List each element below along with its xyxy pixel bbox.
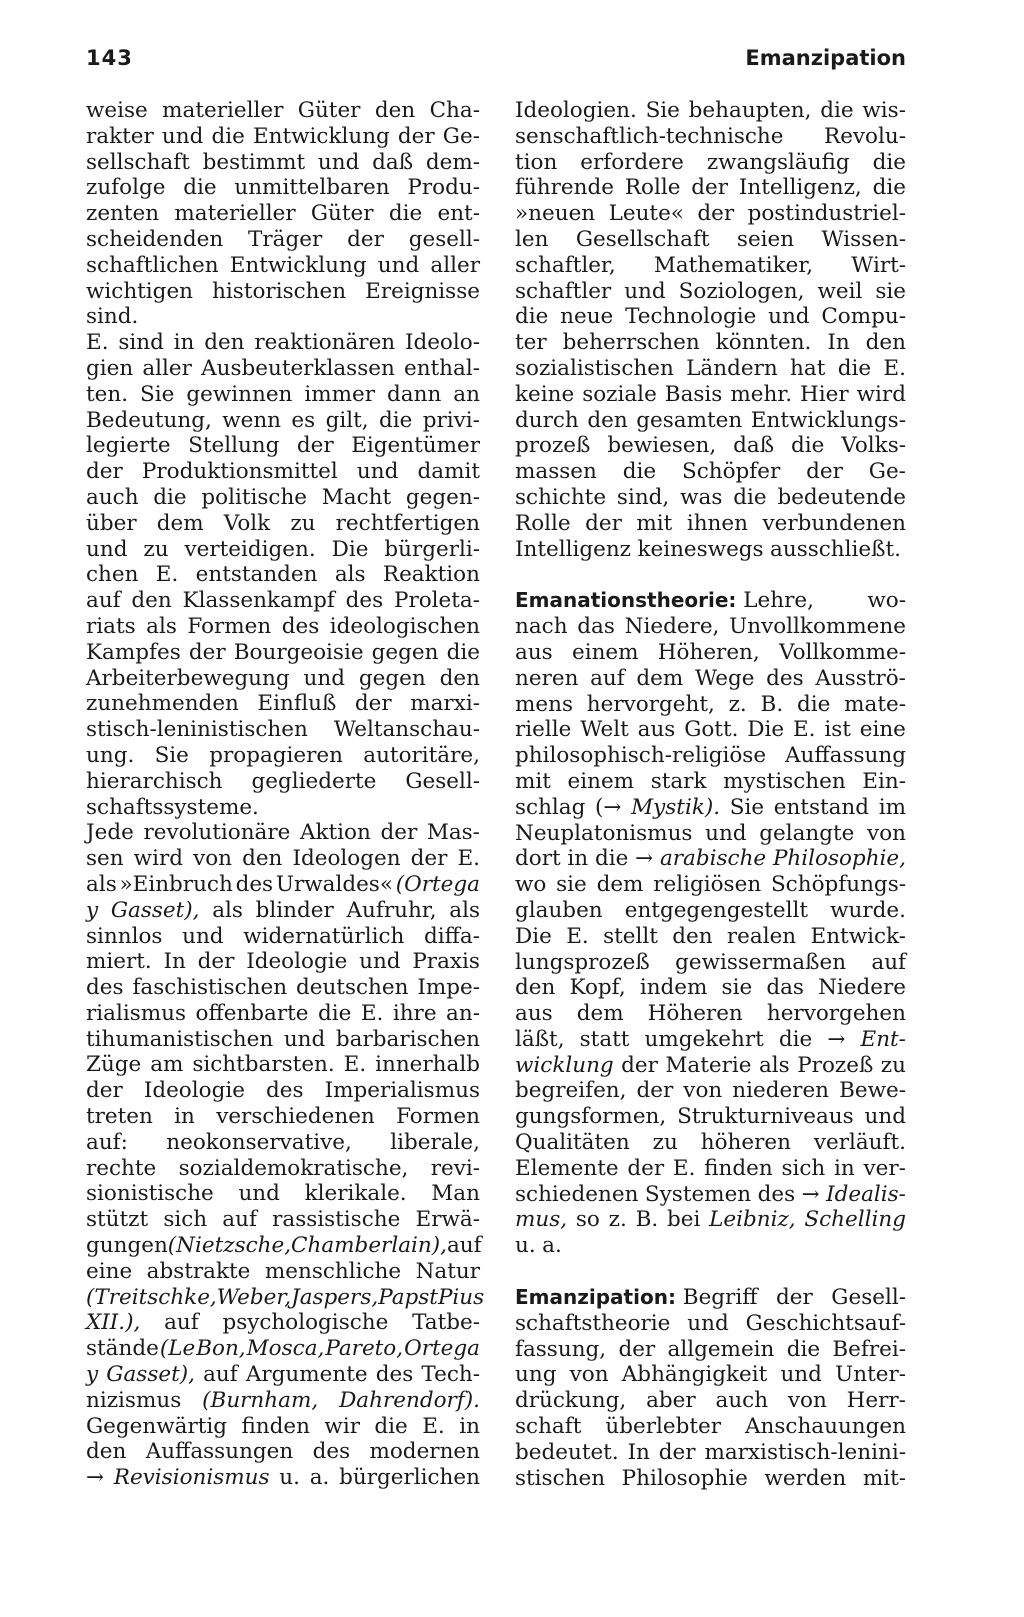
text-line: E. sind in den reaktionären Ideolo- (86, 330, 480, 356)
entry-emanzipation (515, 1285, 906, 1491)
text-line: scheidenden Träger der gesell- (86, 226, 480, 252)
text-line: keine soziale Basis mehr. Hier wird (515, 381, 906, 407)
text-line: Intelligenz keineswegs ausschließt. (515, 536, 901, 562)
text-line: Ideologien. Sie behaupten, die wis- (515, 98, 906, 123)
text-line: ung. Sie propagieren autoritäre, (86, 742, 480, 768)
text-line: schaftler, Mathematiker, Wirt- (515, 252, 906, 278)
text-line: wichtigen historischen Ereignisse (86, 278, 480, 304)
text-line: der Ideologie des Imperialismus (86, 1078, 480, 1104)
text-line: drückung, aber auch von Herr- (515, 1388, 906, 1414)
text-line: »neuen Leute« der postindustriel- (515, 201, 906, 227)
text-line: y Gasset), als blinder Aufruhr, als (86, 897, 480, 923)
text-line: begreifen, der von niederen Bewe- (515, 1078, 906, 1104)
text-line: mens hervorgeht, z. B. die mate- (515, 691, 906, 717)
text-line: ter beherrschen könnten. In den (515, 330, 906, 356)
text-line: schaftler und Soziologen, weil sie (515, 278, 906, 304)
text-line: aus dem Höheren hervorgehen (515, 1001, 906, 1027)
text-line: wicklung der Materie als Prozeß zu (515, 1052, 906, 1078)
text-line: rialismus offenbarte die E. ihre an- (86, 1000, 480, 1026)
text-line: schiedenen Systemen des → Idealis- (515, 1181, 906, 1207)
text-line: rielle Welt aus Gott. Die E. ist eine (515, 717, 906, 743)
text-line: des faschistischen deutschen Impe- (86, 975, 480, 1001)
page-number: 143 (86, 46, 133, 70)
text-line: als »Einbruch des Urwaldes« (Ortega (86, 871, 480, 897)
text-line: den Auffassungen des modernen (86, 1439, 480, 1465)
text-line: miert. In der Ideologie und Praxis (86, 949, 480, 975)
text-line: zufolge die unmittelbaren Produ- (86, 175, 480, 201)
right-column-continuation (515, 98, 906, 562)
text-line: schaftssysteme. (86, 794, 259, 820)
entry-emanzipation-body (515, 1285, 906, 1491)
text-line: sind. (86, 304, 139, 330)
text-line: Emanationstheorie: Lehre, wo- (515, 588, 906, 614)
text-line: Arbeiterbewegung und gegen den (86, 665, 480, 691)
entry-term: Emanzipation: (515, 1285, 676, 1310)
text-line: → Revisionismus u. a. bürgerlichen (86, 1465, 480, 1491)
text-line: hierarchisch gegliederte Gesell- (86, 768, 480, 794)
text-line: tihumanistischen und barbarischen (86, 1026, 480, 1052)
text-line: stände (Le Bon, Mosca, Pareto, Ortega (86, 1336, 480, 1362)
text-line: aus einem Höheren, Vollkomme- (515, 639, 906, 665)
text-line: gungen (Nietzsche, Chamberlain), auf (86, 1233, 482, 1259)
text-line: wo sie dem religiösen Schöpfungs- (515, 872, 906, 898)
text-line: legierte Stellung der Eigentümer (86, 433, 480, 459)
text-line: schaft überlebter Anschauungen (515, 1414, 906, 1440)
entry-gap (515, 1259, 906, 1285)
text-line: senschaftlich-technische Revolu- (515, 123, 906, 149)
text-line: auf den Klassenkampf des Proleta- (86, 588, 480, 614)
text-line: läßt, statt umgekehrt die → Ent- (515, 1026, 906, 1052)
text-line: Züge am sichtbarsten. E. innerhalb (86, 1052, 480, 1078)
text-line: rakter und die Entwicklung der Ge- (86, 123, 480, 149)
text-line: prozeß bewiesen, daß die Volks- (515, 433, 906, 459)
text-line: massen die Schöpfer der Ge- (515, 459, 906, 485)
text-line: Kampfes der Bourgeoisie gegen die (86, 639, 480, 665)
text-line: u. a. (515, 1233, 562, 1259)
left-column-text (86, 98, 485, 1491)
text-line: fassung, der allgemein die Befrei- (515, 1336, 906, 1362)
text-line: len Gesellschaft seien Wissen- (515, 226, 906, 252)
text-line: Jede revolutionäre Aktion der Mas- (86, 820, 480, 846)
text-line: nizismus (Burnham, Dahrendorf). (86, 1387, 480, 1413)
text-line: y Gasset), auf Argumente des Tech- (86, 1362, 480, 1388)
text-line: neren auf dem Wege des Ausströ- (515, 665, 906, 691)
text-line: ten. Sie gewinnen immer dann an (86, 381, 480, 407)
entry-term: Emanationstheorie: (515, 588, 737, 613)
text-line: Gegenwärtig finden wir die E. in (86, 1413, 480, 1439)
text-line: nach das Niedere, Unvollkommene (515, 614, 906, 640)
text-line: stischen Philosophie werden mit- (515, 1465, 906, 1491)
text-line: führende Rolle der Intelligenz, die (515, 175, 906, 201)
entry-gap (515, 562, 906, 588)
text-line: sozialistischen Ländern hat die E. (515, 355, 906, 381)
entry-emanationstheorie-body (515, 588, 906, 1259)
text-line: lungsprozeß gewissermaßen auf (515, 949, 906, 975)
text-line: dort in die → arabische Philosophie, (515, 846, 906, 872)
text-line: chen E. entstanden als Reaktion (86, 562, 480, 588)
text-line: schaftstheorie und Geschichtsauf- (515, 1310, 906, 1336)
text-line: XII.), auf psychologische Tatbe- (86, 1310, 480, 1336)
text-line: ung von Abhängigkeit und Unter- (515, 1362, 906, 1388)
text-line: glauben entgegengestellt wurde. (515, 897, 906, 923)
left-column (86, 98, 485, 1491)
right-column (515, 98, 906, 1491)
text-line: über dem Volk zu rechtfertigen (86, 510, 480, 536)
text-line: stützt sich auf rassistische Erwä- (86, 1207, 480, 1233)
text-line: eine abstrakte menschliche Natur (86, 1258, 480, 1284)
text-line: zunehmenden Einfluß der marxi- (86, 691, 480, 717)
text-line: tion erfordere zwangsläufig die (515, 149, 906, 175)
entry-emanationstheorie (515, 588, 906, 1259)
text-line: treten in verschiedenen Formen (86, 1104, 480, 1130)
text-line: riats als Formen des ideologischen (86, 613, 480, 639)
text-line: auf: neokonservative, liberale, (86, 1129, 480, 1155)
text-line: Elemente der E. finden sich in ver- (515, 1155, 906, 1181)
text-line: Die E. stellt den realen Entwick- (515, 923, 906, 949)
text-line: der Produktionsmittel und damit (86, 459, 480, 485)
text-line: auch die politische Macht gegen- (86, 484, 480, 510)
text-line: Rolle der mit ihnen verbundenen (515, 510, 906, 536)
text-line: schlag (→ Mystik). Sie entstand im (515, 794, 906, 820)
text-line: mit einem stark mystischen Ein- (515, 768, 906, 794)
text-line: schichte sind, was die bedeutende (515, 484, 906, 510)
text-line: Emanzipation: Begriff der Gesell- (515, 1285, 906, 1311)
text-line: rechte sozialdemokratische, revi- (86, 1155, 480, 1181)
text-line: sellschaft bestimmt und daß dem- (86, 149, 480, 175)
text-line: weise materieller Güter den Cha- (86, 98, 480, 123)
text-line: mus, so z. B. bei Leibniz, Schelling (515, 1207, 906, 1233)
text-line: gien aller Ausbeuterklassen enthal- (86, 355, 480, 381)
running-head: Emanzipation (745, 46, 906, 70)
text-line: sen wird von den Ideologen der E. (86, 846, 480, 872)
text-line: zenten materieller Güter die ent- (86, 201, 480, 227)
text-line: Neuplatonismus und gelangte von (515, 820, 906, 846)
text-line: schaftlichen Entwicklung und aller (86, 252, 480, 278)
text-line: bedeutet. In der marxistisch-lenini- (515, 1439, 906, 1465)
page-header (86, 46, 906, 80)
text-line: stisch-leninistischen Weltanschau- (86, 717, 480, 743)
text-line: die neue Technologie und Compu- (515, 304, 906, 330)
text-line: gungsformen, Strukturniveaus und (515, 1104, 906, 1130)
text-line: philosophisch-religiöse Auffassung (515, 743, 906, 769)
text-line: den Kopf, indem sie das Niedere (515, 975, 906, 1001)
text-line: Qualitäten zu höheren verläuft. (515, 1130, 906, 1156)
text-line: sionistische und klerikale. Man (86, 1181, 480, 1207)
text-line: sinnlos und widernatürlich diffa- (86, 923, 480, 949)
text-line: (Treitschke, Weber, Jaspers, Papst Pius (86, 1284, 485, 1310)
text-line: Bedeutung, wenn es gilt, die privi- (86, 407, 480, 433)
text-line: durch den gesamten Entwicklungs- (515, 407, 906, 433)
text-line: und zu verteidigen. Die bürgerli- (86, 536, 480, 562)
